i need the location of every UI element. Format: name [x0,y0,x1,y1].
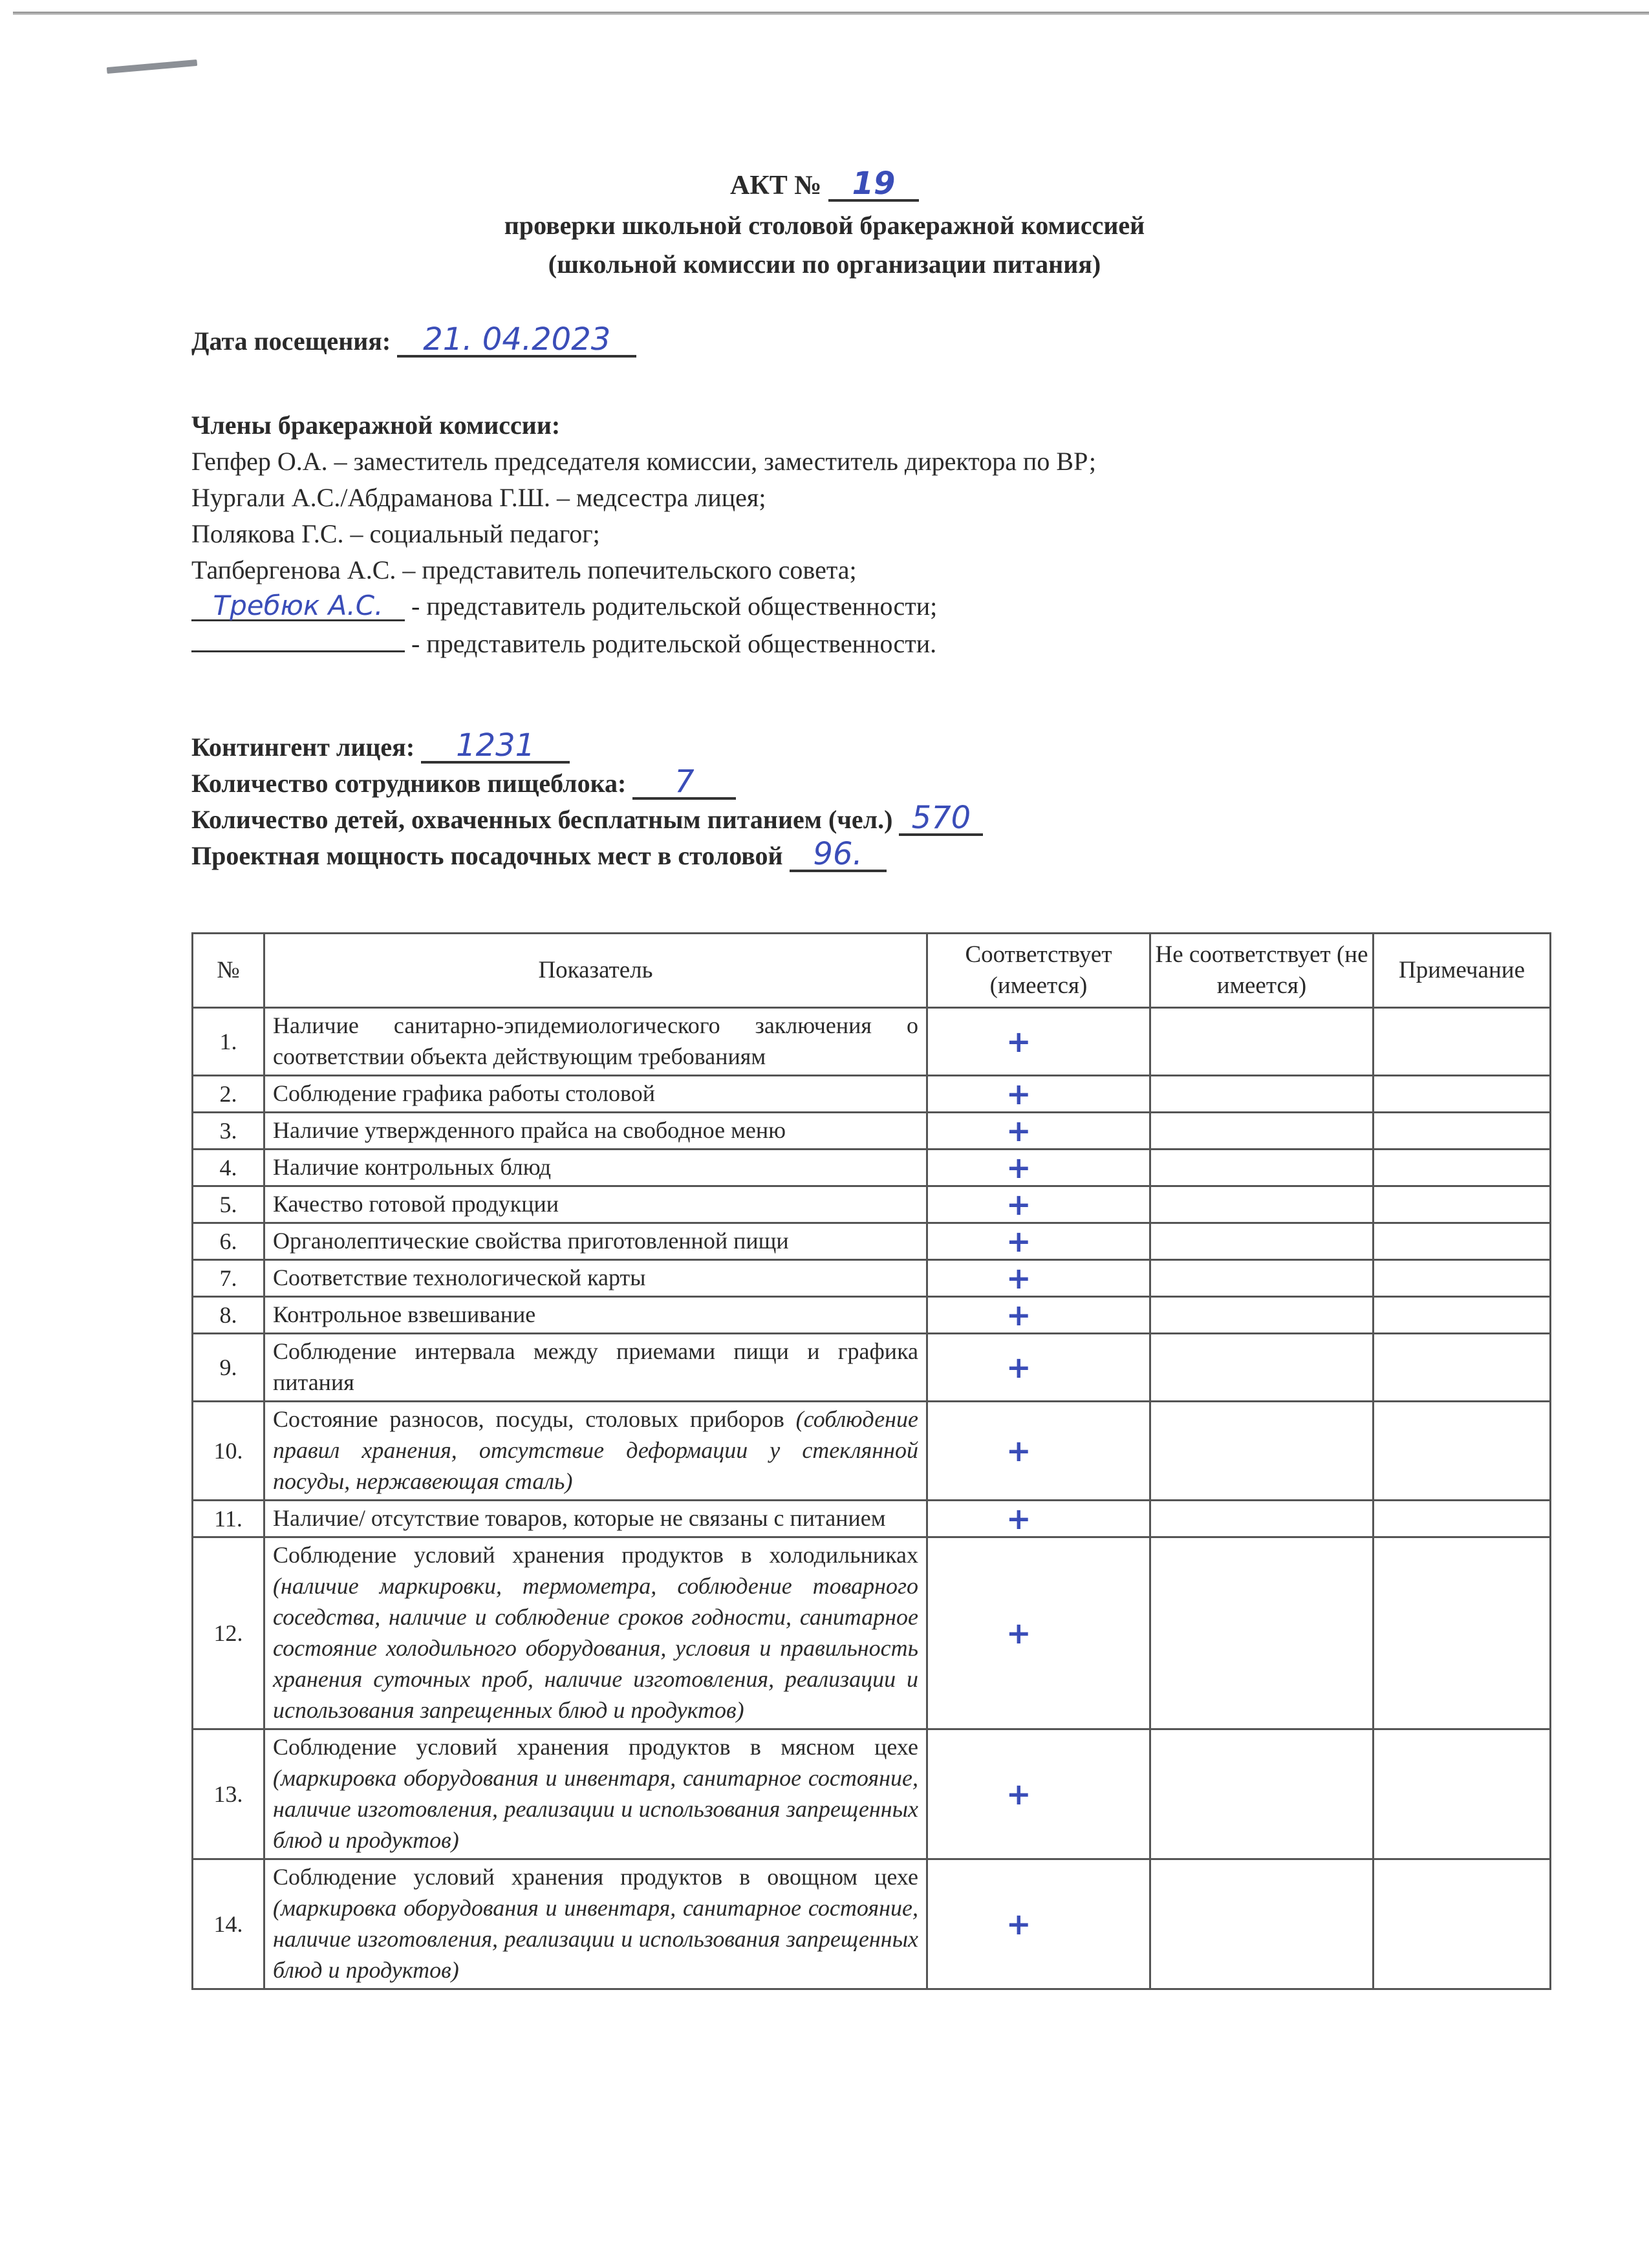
complies-cell[interactable] [927,1223,1150,1260]
note-cell[interactable] [1374,1223,1551,1260]
row-number: 4. [193,1150,264,1186]
indicator-details: (маркировка оборудования и инвентаря, санитарное состояние, наличие изготовления, реализации и использования запрещенных блюд и продуктов) [273,1765,918,1853]
table-row [193,1297,1551,1334]
row-indicator [264,1334,927,1402]
act-number-field[interactable] [828,168,919,202]
note-cell[interactable] [1374,1859,1551,1989]
facility-stats [191,729,1520,874]
header-complies: Соответствует (имеется) [927,934,1150,1008]
row-number: 13. [193,1729,264,1859]
table-row [193,1334,1551,1402]
parent-rep-1 [191,588,1520,625]
row-indicator [264,1729,927,1859]
not-complies-cell[interactable] [1150,1186,1374,1223]
complies-cell[interactable] [927,1859,1150,1989]
act-number: 19 [852,166,896,202]
visit-date-value: 21. 04.2023 [423,321,611,358]
not-complies-cell[interactable] [1150,1260,1374,1297]
header-not-complies: Не соответствует (не имеется) [1150,934,1374,1008]
not-complies-cell[interactable] [1150,1537,1374,1729]
indicator-details: (соблюдение правил хранения, отсутствие деформации у стеклянной посуды, нержавеющая сталь) [273,1406,919,1494]
indicator-details: (наличие маркировки, термометра, соблюдение товарного соседства, наличие и соблюдение сроков годности, санитарное состояние холодильного оборудования, условия и правильность хранения суточных проб, наличие изготовления, реализации и использования запрещенных блюд и продуктов) [273,1573,918,1723]
seats-field[interactable] [790,836,887,872]
row-number: 9. [193,1334,264,1402]
contingent-field[interactable] [421,727,570,764]
note-cell[interactable] [1374,1186,1551,1223]
indicator-text: Соблюдение графика работы столовой [273,1080,656,1106]
parent-rep-1-signature: Требюк А.С. [213,590,383,621]
table-header-row [193,934,1551,1008]
not-complies-cell[interactable] [1150,1150,1374,1186]
row-indicator [264,1150,927,1186]
complies-cell[interactable] [927,1076,1150,1113]
row-indicator [264,1113,927,1150]
row-indicator [264,1402,927,1501]
complies-mark: + [1006,1501,1031,1536]
table-row [193,1008,1551,1076]
not-complies-cell[interactable] [1150,1113,1374,1150]
visit-date-label: Дата посещения: [191,326,391,356]
indicator-text: Соответствие технологической карты [273,1265,646,1290]
table-row [193,1260,1551,1297]
complies-cell[interactable] [927,1729,1150,1859]
note-cell[interactable] [1374,1334,1551,1402]
row-indicator [264,1859,927,1989]
staff-row [191,765,1520,802]
indicator-text: Качество готовой продукции [273,1191,559,1217]
staple-mark [107,59,197,74]
complies-mark: + [1006,1261,1031,1296]
table-row [193,1186,1551,1223]
indicator-text: Наличие санитарно-эпидемиологического заключения о соответствии объекта действующим требованиям [273,1012,918,1069]
complies-mark: + [1006,1616,1031,1651]
table-row [193,1076,1551,1113]
note-cell[interactable] [1374,1402,1551,1501]
indicator-text: Наличие/ отсутствие товаров, которые не связаны с питанием [273,1505,886,1531]
table-row [193,1402,1551,1501]
complies-cell[interactable] [927,1113,1150,1150]
act-title [0,165,1649,206]
indicator-text: Соблюдение интервала между приемами пищи и графика питания [273,1338,918,1395]
staff-label: Количество сотрудников пищеблока: [191,769,627,798]
row-indicator [264,1297,927,1334]
seats-row [191,838,1520,874]
complies-mark: + [1006,1777,1031,1812]
complies-cell[interactable] [927,1501,1150,1537]
not-complies-cell[interactable] [1150,1297,1374,1334]
member-item: Тапбергенова А.С. – представитель попечительского совета; [191,555,857,584]
document-header [0,165,1649,284]
indicator-text: Соблюдение условий хранения продуктов в холодильниках [273,1542,918,1568]
not-complies-cell[interactable] [1150,1223,1374,1260]
row-indicator [264,1076,927,1113]
row-indicator [264,1501,927,1537]
header-indicator: Показатель [264,934,927,1008]
note-cell[interactable] [1374,1729,1551,1859]
row-indicator [264,1008,927,1076]
commission-members [191,407,1520,662]
act-title-prefix: АКТ № [729,171,822,200]
not-complies-cell[interactable] [1150,1729,1374,1859]
free-meals-row [191,802,1520,838]
note-cell[interactable] [1374,1076,1551,1113]
complies-mark: + [1006,1150,1031,1185]
complies-mark: + [1006,1298,1031,1332]
table-row [193,1150,1551,1186]
indicator-text: Состояние разносов, посуды, столовых приборов [273,1406,784,1432]
row-number: 12. [193,1537,264,1729]
complies-cell[interactable] [927,1402,1150,1501]
seats-label: Проектная мощность посадочных мест в столовой [191,841,783,870]
header-note: Примечание [1374,934,1551,1008]
row-number: 7. [193,1260,264,1297]
note-cell[interactable] [1374,1297,1551,1334]
indicator-text: Наличие контрольных блюд [273,1154,552,1180]
complies-cell[interactable] [927,1150,1150,1186]
complies-cell[interactable] [927,1260,1150,1297]
free-meals-value: 570 [911,800,971,836]
parent-rep-2-role: - представитель родительской общественности. [411,629,937,658]
complies-mark: + [1006,1187,1031,1222]
row-indicator [264,1537,927,1729]
contingent-label: Контингент лицея: [191,733,415,762]
visit-date-field[interactable] [397,321,636,358]
complies-cell[interactable] [927,1537,1150,1729]
member-item: Гепфер О.А. – заместитель председателя комиссии, заместитель директора по ВР; [191,447,1096,476]
member-item: Полякова Г.С. – социальный педагог; [191,519,600,548]
complies-mark: + [1006,1224,1031,1259]
parent-rep-1-signature-field[interactable] [191,592,405,621]
members-heading: Члены бракеражной комиссии: [191,411,561,440]
indicator-text: Органолептические свойства приготовленной пищи [273,1228,789,1254]
not-complies-cell[interactable] [1150,1859,1374,1989]
note-cell[interactable] [1374,1260,1551,1297]
staff-field[interactable] [632,766,736,800]
not-complies-cell[interactable] [1150,1402,1374,1501]
table-row [193,1223,1551,1260]
complies-cell[interactable] [927,1008,1150,1076]
row-indicator [264,1223,927,1260]
row-number: 8. [193,1297,264,1334]
not-complies-cell[interactable] [1150,1076,1374,1113]
contingent-value: 1231 [456,727,535,764]
row-number: 2. [193,1076,264,1113]
seats-value: 96. [813,836,863,872]
table-row [193,1113,1551,1150]
note-cell[interactable] [1374,1537,1551,1729]
complies-cell[interactable] [927,1186,1150,1223]
header-num: № [193,934,264,1008]
not-complies-cell[interactable] [1150,1334,1374,1402]
note-cell[interactable] [1374,1008,1551,1076]
complies-cell[interactable] [927,1297,1150,1334]
complies-mark: + [1006,1113,1031,1148]
indicator-text: Соблюдение условий хранения продуктов в овощном цехе [273,1864,918,1890]
note-cell[interactable] [1374,1113,1551,1150]
parent-rep-1-role: - представитель родительской общественности; [411,592,938,621]
indicator-text: Наличие утвержденного прайса на свободное меню [273,1117,786,1143]
inspection-checklist-table [191,932,1551,1990]
row-number: 10. [193,1402,264,1501]
not-complies-cell[interactable] [1150,1501,1374,1537]
parent-rep-2 [191,625,1520,662]
note-cell[interactable] [1374,1150,1551,1186]
parent-rep-2-signature-field[interactable] [191,625,405,652]
note-cell[interactable] [1374,1501,1551,1537]
indicator-text: Контрольное взвешивание [273,1301,536,1327]
complies-cell[interactable] [927,1334,1150,1402]
complies-mark: + [1006,1024,1031,1059]
row-number: 14. [193,1859,264,1989]
indicator-details: (маркировка оборудования и инвентаря, санитарное состояние, наличие изготовления, реализации и использования запрещенных блюд и продуктов) [273,1895,918,1983]
scan-edge [13,12,1649,15]
row-indicator [264,1260,927,1297]
row-number: 5. [193,1186,264,1223]
row-number: 6. [193,1223,264,1260]
row-number: 1. [193,1008,264,1076]
row-number: 3. [193,1113,264,1150]
indicator-text: Соблюдение условий хранения продуктов в мясном цехе [273,1734,918,1760]
complies-mark: + [1006,1076,1031,1111]
act-subtitle-2: (школьной комиссии по организации питания) [548,250,1101,279]
complies-mark: + [1006,1350,1031,1385]
visit-date-row [191,323,1520,359]
row-number: 11. [193,1501,264,1537]
not-complies-cell[interactable] [1150,1008,1374,1076]
complies-mark: + [1006,1433,1031,1468]
table-row [193,1729,1551,1859]
member-item: Нургали А.С./Абдраманова Г.Ш. – медсестра лицея; [191,483,766,512]
contingent-row [191,729,1520,765]
table-row [193,1537,1551,1729]
table-row [193,1859,1551,1989]
staff-value: 7 [674,764,695,800]
row-indicator [264,1186,927,1223]
table-row [193,1501,1551,1537]
free-meals-field[interactable] [899,802,983,836]
act-subtitle-1: проверки школьной столовой бракеражной комиссией [504,211,1145,240]
free-meals-label: Количество детей, охваченных бесплатным питанием (чел.) [191,805,893,834]
complies-mark: + [1006,1907,1031,1942]
